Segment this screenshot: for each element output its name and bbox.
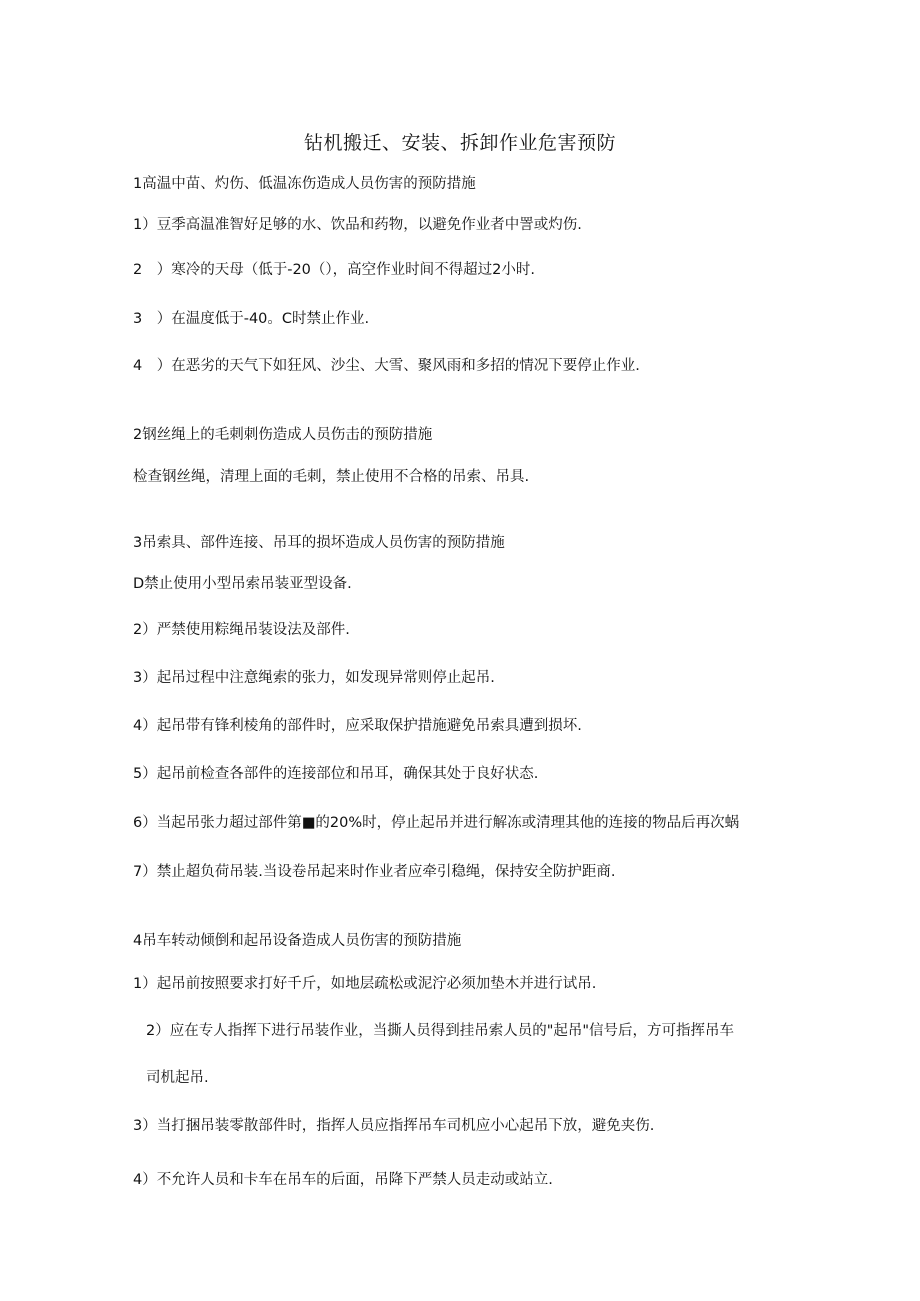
section-2-heading: 2钢丝绳上的毛刺刺伤造成人员伤击的预防措施: [133, 427, 433, 443]
section-3-heading: 3吊索具、部件连接、吊耳的损坏造成人员伤害的预防措施: [133, 535, 505, 551]
section-2-item-1: 检查钢丝绳，清理上面的毛刺，禁止使用不合格的吊索、吊具.: [133, 469, 530, 485]
section-3-item-1: D禁止使用小型吊索吊装亚型设备.: [133, 576, 352, 592]
section-3-item-7: 7）禁止超负荷吊装.当设卷吊起来时作业者应牵引稳绳，保持安全防护距商.: [133, 864, 616, 880]
section-4-heading: 4吊车转动倾倒和起吊设备造成人员伤害的预防措施: [133, 933, 462, 949]
section-3-item-2: 2）严禁使用粽绳吊装设法及部件.: [133, 622, 350, 638]
section-4-item-3: 3）当打捆吊装零散部件时，指挥人员应指挥吊车司机应小心起吊下放，避免夹伤.: [133, 1118, 655, 1134]
section-1-heading: 1高温中苗、灼伤、低温冻伤造成人员伤害的预防措施: [133, 176, 476, 192]
section-1-item-3: 3 ）在温度低于-40。C时禁止作业.: [133, 311, 370, 327]
section-3-item-4: 4）起吊带有锋利棱角的部件时，应采取保护措施避免吊索具遭到损坏.: [133, 718, 582, 734]
section-4-item-4: 4）不允许人员和卡车在吊车的后面，吊降下严禁人员走动或站立.: [133, 1172, 553, 1188]
section-1-item-2: 2 ）寒冷的天母（低于-20（），高空作业时间不得超过2小时.: [133, 262, 535, 278]
section-4-item-2: 2）应在专人指挥下进行吊装作业，当撕人员得到挂吊索人员的"起吊"信号后，方可指挥吊车: [146, 1023, 735, 1039]
section-1-item-4: 4 ）在恶劣的天气下如狂风、沙尘、大雪、聚风雨和多招的情况下要停止作业.: [133, 358, 640, 374]
section-4-item-1: 1）起吊前按照要求打好千斤，如地层疏松或泥泞必须加垫木并进行试吊.: [133, 976, 597, 992]
section-3-item-5: 5）起吊前检查各部件的连接部位和吊耳，确保其处于良好状态.: [133, 766, 539, 782]
section-4-item-2-continued: 司机起吊.: [146, 1070, 209, 1086]
section-3-item-3: 3）起吊过程中注意绳索的张力，如发现异常则停止起吊.: [133, 670, 495, 686]
document-title: 钻机搬迁、安装、拆卸作业危害预防: [303, 132, 616, 154]
section-3-item-6: 6）当起吊张力超过部件第■的20%时，停止起吊并进行解冻或清理其他的连接的物品后再次蜗: [133, 815, 740, 831]
section-1-item-1: 1）豆季高温准智好足够的水、饮品和药物，以避免作业者中詈或灼伤.: [133, 217, 582, 233]
